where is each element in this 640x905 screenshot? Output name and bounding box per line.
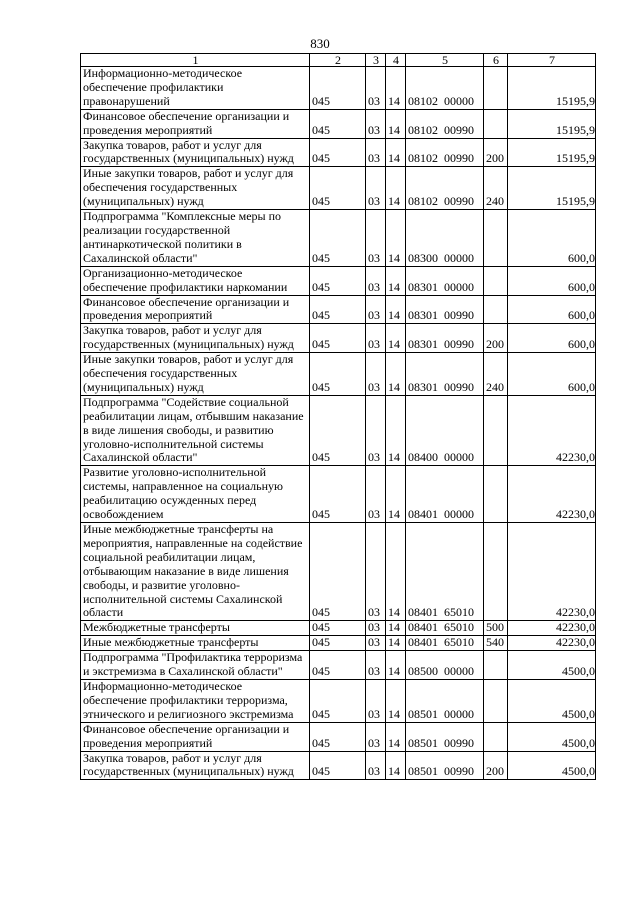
direction-code: 00000 <box>444 250 474 265</box>
page-number: 830 <box>310 36 330 51</box>
row-admin-code-cell: 045 <box>310 679 366 722</box>
target-article-code: 08401 <box>408 635 438 650</box>
row-subsection-cell: 14 <box>386 395 406 466</box>
row-expense-type-cell <box>484 395 508 466</box>
row-expense-type-cell <box>484 109 508 138</box>
row-name-cell: Развитие уголовно-исполнительной системы, направленное на социальную реабилитацию осужденных перед освобождением <box>81 466 310 523</box>
row-subsection-cell: 14 <box>386 109 406 138</box>
direction-code: 00990 <box>444 764 474 779</box>
row-target-article-cell <box>406 138 484 167</box>
table-body <box>81 54 596 780</box>
table-row <box>81 751 596 780</box>
row-target-article-cell <box>406 523 484 621</box>
row-sum-cell: 600,0 <box>508 210 596 267</box>
row-name-cell: Закупка товаров, работ и услуг для государственных (муниципальных) нужд <box>81 751 310 780</box>
row-subsection-cell: 14 <box>386 67 406 110</box>
column-header: 4 <box>386 54 406 67</box>
row-section-cell: 03 <box>366 67 386 110</box>
row-admin-code-cell: 045 <box>310 621 366 636</box>
row-subsection-cell: 14 <box>386 722 406 751</box>
row-admin-code-cell: 045 <box>310 353 366 396</box>
direction-code: 00000 <box>444 664 474 679</box>
row-expense-type-cell <box>484 523 508 621</box>
target-article-code: 08102 <box>408 122 438 137</box>
row-name-cell: Иные закупки товаров, работ и услуг для обеспечения государственных (муниципальных) нужд <box>81 353 310 396</box>
direction-code: 00990 <box>444 308 474 323</box>
row-expense-type-cell <box>484 651 508 680</box>
row-subsection-cell: 14 <box>386 651 406 680</box>
column-header: 2 <box>310 54 366 67</box>
table-row <box>81 324 596 353</box>
row-subsection-cell: 14 <box>386 679 406 722</box>
row-admin-code-cell: 045 <box>310 109 366 138</box>
direction-code: 00000 <box>444 450 474 465</box>
target-article-code: 08102 <box>408 151 438 166</box>
row-admin-code-cell: 045 <box>310 651 366 680</box>
table-row <box>81 523 596 621</box>
row-expense-type-cell <box>484 67 508 110</box>
row-target-article-cell <box>406 679 484 722</box>
row-sum-cell: 600,0 <box>508 353 596 396</box>
direction-code: 65010 <box>444 635 474 650</box>
row-target-article-cell <box>406 109 484 138</box>
direction-code: 65010 <box>444 620 474 635</box>
row-subsection-cell: 14 <box>386 523 406 621</box>
table-row <box>81 210 596 267</box>
row-expense-type-cell <box>484 466 508 523</box>
row-section-cell: 03 <box>366 751 386 780</box>
column-header: 5 <box>406 54 484 67</box>
row-admin-code-cell: 045 <box>310 523 366 621</box>
row-subsection-cell: 14 <box>386 295 406 324</box>
direction-code: 00000 <box>444 279 474 294</box>
row-sum-cell: 42230,0 <box>508 395 596 466</box>
target-article-code: 08301 <box>408 337 438 352</box>
row-name-cell: Подпрограмма "Профилактика терроризма и экстремизма в Сахалинской области" <box>81 651 310 680</box>
row-section-cell: 03 <box>366 210 386 267</box>
budget-table <box>80 53 596 780</box>
row-subsection-cell: 14 <box>386 621 406 636</box>
column-header: 6 <box>484 54 508 67</box>
row-sum-cell: 15195,9 <box>508 67 596 110</box>
target-article-code: 08400 <box>408 450 438 465</box>
row-target-article-cell <box>406 722 484 751</box>
row-subsection-cell: 14 <box>386 266 406 295</box>
table-header-row <box>81 54 596 67</box>
column-header: 7 <box>508 54 596 67</box>
row-expense-type-cell: 200 <box>484 138 508 167</box>
target-article-code: 08501 <box>408 735 438 750</box>
row-sum-cell: 15195,9 <box>508 138 596 167</box>
row-sum-cell: 42230,0 <box>508 523 596 621</box>
row-name-cell: Межбюджетные трансферты <box>81 621 310 636</box>
row-name-cell: Финансовое обеспечение организации и проведения мероприятий <box>81 109 310 138</box>
target-article-code: 08301 <box>408 279 438 294</box>
row-target-article-cell <box>406 67 484 110</box>
direction-code: 00000 <box>444 93 474 108</box>
direction-code: 00990 <box>444 151 474 166</box>
table-row <box>81 722 596 751</box>
row-sum-cell: 600,0 <box>508 324 596 353</box>
row-section-cell: 03 <box>366 651 386 680</box>
direction-code: 00990 <box>444 379 474 394</box>
table-row <box>81 395 596 466</box>
row-name-cell: Иные межбюджетные трансферты на мероприятия, направленные на содействие социальной реабилитации лицам, отбывающим наказание в виде лишения свободы, и развитие уголовно-исполнительной системы Сахалинской области <box>81 523 310 621</box>
row-target-article-cell <box>406 621 484 636</box>
target-article-code: 08102 <box>408 93 438 108</box>
row-sum-cell: 4500,0 <box>508 722 596 751</box>
row-admin-code-cell: 045 <box>310 395 366 466</box>
target-article-code: 08401 <box>408 507 438 522</box>
row-sum-cell: 42230,0 <box>508 466 596 523</box>
row-section-cell: 03 <box>366 109 386 138</box>
target-article-code: 08301 <box>408 379 438 394</box>
row-expense-type-cell: 240 <box>484 167 508 210</box>
row-subsection-cell: 14 <box>386 324 406 353</box>
target-article-code: 08102 <box>408 194 438 209</box>
row-admin-code-cell: 045 <box>310 295 366 324</box>
row-target-article-cell <box>406 353 484 396</box>
row-name-cell: Подпрограмма "Содействие социальной реабилитации лицам, отбывшим наказание в виде лишения свободы, и развитию уголовно-исполнительной системы Сахалинской области" <box>81 395 310 466</box>
row-sum-cell: 4500,0 <box>508 751 596 780</box>
table-row <box>81 636 596 651</box>
direction-code: 00990 <box>444 194 474 209</box>
row-admin-code-cell: 045 <box>310 722 366 751</box>
row-expense-type-cell <box>484 266 508 295</box>
direction-code: 00990 <box>444 337 474 352</box>
row-name-cell: Информационно-методическое обеспечение профилактики терроризма, этнического и религиозного экстремизма <box>81 679 310 722</box>
direction-code: 00990 <box>444 122 474 137</box>
direction-code: 00990 <box>444 735 474 750</box>
row-admin-code-cell: 045 <box>310 167 366 210</box>
row-section-cell: 03 <box>366 353 386 396</box>
target-article-code: 08501 <box>408 706 438 721</box>
row-expense-type-cell <box>484 679 508 722</box>
row-target-article-cell <box>406 324 484 353</box>
target-article-code: 08500 <box>408 664 438 679</box>
table-row <box>81 651 596 680</box>
row-admin-code-cell: 045 <box>310 266 366 295</box>
row-admin-code-cell: 045 <box>310 466 366 523</box>
row-name-cell: Иные закупки товаров, работ и услуг для обеспечения государственных (муниципальных) нужд <box>81 167 310 210</box>
table-row <box>81 621 596 636</box>
target-article-code: 08401 <box>408 605 438 620</box>
row-expense-type-cell <box>484 295 508 324</box>
row-subsection-cell: 14 <box>386 636 406 651</box>
row-target-article-cell <box>406 395 484 466</box>
row-target-article-cell <box>406 651 484 680</box>
row-sum-cell: 42230,0 <box>508 621 596 636</box>
column-header: 1 <box>81 54 310 67</box>
row-section-cell: 03 <box>366 324 386 353</box>
row-expense-type-cell: 500 <box>484 621 508 636</box>
row-target-article-cell <box>406 466 484 523</box>
row-target-article-cell <box>406 295 484 324</box>
row-section-cell: 03 <box>366 138 386 167</box>
row-name-cell: Закупка товаров, работ и услуг для государственных (муниципальных) нужд <box>81 324 310 353</box>
row-admin-code-cell: 045 <box>310 210 366 267</box>
row-section-cell: 03 <box>366 621 386 636</box>
row-name-cell: Подпрограмма "Комплексные меры по реализации государственной антинаркотической политики в Сахалинской области" <box>81 210 310 267</box>
table-row <box>81 353 596 396</box>
direction-code: 65010 <box>444 605 474 620</box>
table-row <box>81 295 596 324</box>
row-name-cell: Информационно-методическое обеспечение профилактики правонарушений <box>81 67 310 110</box>
row-subsection-cell: 14 <box>386 751 406 780</box>
row-section-cell: 03 <box>366 295 386 324</box>
row-section-cell: 03 <box>366 722 386 751</box>
row-sum-cell: 600,0 <box>508 295 596 324</box>
row-name-cell: Иные межбюджетные трансферты <box>81 636 310 651</box>
row-target-article-cell <box>406 266 484 295</box>
table-row <box>81 679 596 722</box>
table-row <box>81 266 596 295</box>
row-admin-code-cell: 045 <box>310 138 366 167</box>
row-expense-type-cell <box>484 722 508 751</box>
row-section-cell: 03 <box>366 636 386 651</box>
column-header: 3 <box>366 54 386 67</box>
direction-code: 00000 <box>444 507 474 522</box>
row-name-cell: Финансовое обеспечение организации и проведения мероприятий <box>81 295 310 324</box>
row-sum-cell: 15195,9 <box>508 109 596 138</box>
row-expense-type-cell <box>484 210 508 267</box>
row-section-cell: 03 <box>366 523 386 621</box>
direction-code: 00000 <box>444 706 474 721</box>
row-subsection-cell: 14 <box>386 466 406 523</box>
row-subsection-cell: 14 <box>386 138 406 167</box>
row-section-cell: 03 <box>366 679 386 722</box>
row-admin-code-cell: 045 <box>310 324 366 353</box>
row-expense-type-cell: 240 <box>484 353 508 396</box>
row-target-article-cell <box>406 167 484 210</box>
row-subsection-cell: 14 <box>386 210 406 267</box>
row-expense-type-cell: 200 <box>484 751 508 780</box>
row-admin-code-cell: 045 <box>310 751 366 780</box>
row-admin-code-cell: 045 <box>310 636 366 651</box>
row-section-cell: 03 <box>366 266 386 295</box>
row-expense-type-cell: 200 <box>484 324 508 353</box>
table-row <box>81 466 596 523</box>
row-admin-code-cell: 045 <box>310 67 366 110</box>
table-row <box>81 67 596 110</box>
target-article-code: 08301 <box>408 308 438 323</box>
table-row <box>81 109 596 138</box>
target-article-code: 08401 <box>408 620 438 635</box>
row-sum-cell: 42230,0 <box>508 636 596 651</box>
target-article-code: 08501 <box>408 764 438 779</box>
row-sum-cell: 4500,0 <box>508 651 596 680</box>
row-sum-cell: 4500,0 <box>508 679 596 722</box>
row-name-cell: Организационно-методическое обеспечение профилактики наркомании <box>81 266 310 295</box>
table-row <box>81 138 596 167</box>
row-section-cell: 03 <box>366 167 386 210</box>
row-section-cell: 03 <box>366 466 386 523</box>
row-target-article-cell <box>406 636 484 651</box>
row-name-cell: Закупка товаров, работ и услуг для государственных (муниципальных) нужд <box>81 138 310 167</box>
row-subsection-cell: 14 <box>386 353 406 396</box>
row-expense-type-cell: 540 <box>484 636 508 651</box>
row-target-article-cell <box>406 751 484 780</box>
table-row <box>81 167 596 210</box>
row-name-cell: Финансовое обеспечение организации и проведения мероприятий <box>81 722 310 751</box>
target-article-code: 08300 <box>408 250 438 265</box>
row-target-article-cell <box>406 210 484 267</box>
row-sum-cell: 600,0 <box>508 266 596 295</box>
row-subsection-cell: 14 <box>386 167 406 210</box>
row-sum-cell: 15195,9 <box>508 167 596 210</box>
row-section-cell: 03 <box>366 395 386 466</box>
